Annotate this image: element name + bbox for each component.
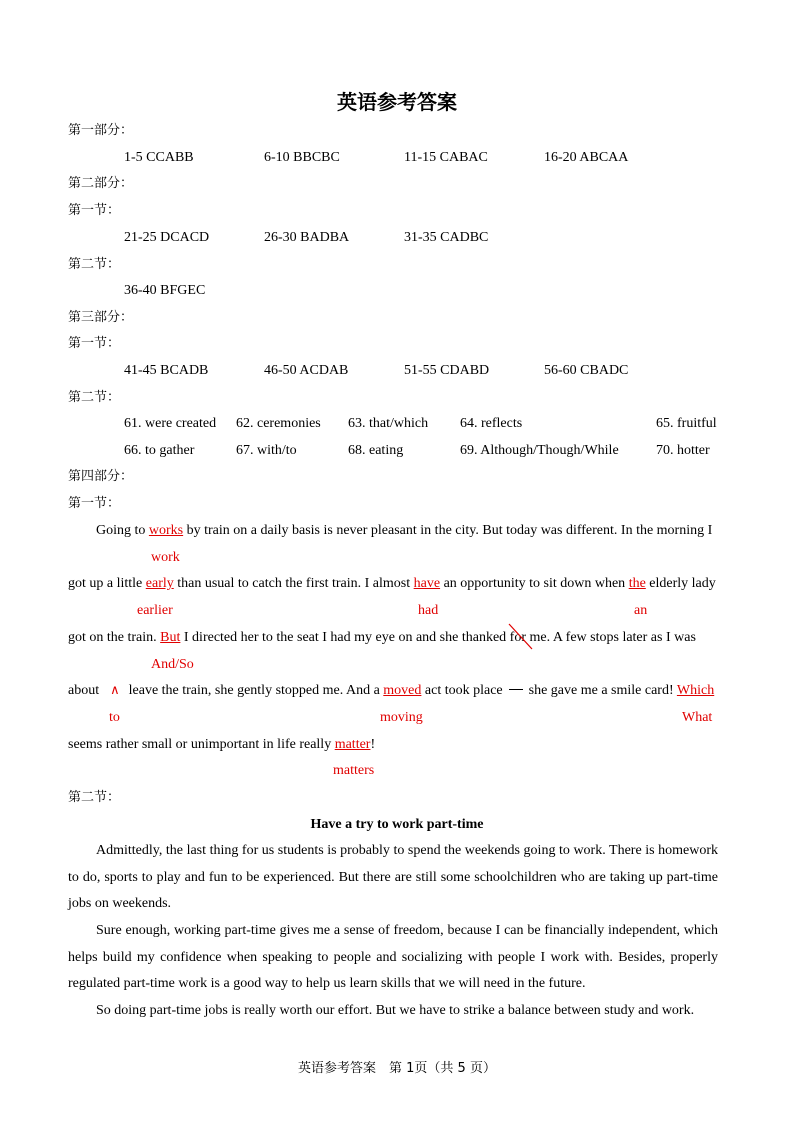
fill-answer: 69. Although/Though/While: [460, 443, 619, 458]
error-word: moved: [383, 683, 422, 698]
insert-caret-icon: ∧: [110, 683, 120, 698]
fill-answer: 66. to gather: [124, 443, 195, 458]
answer-group: 36-40 BFGEC: [124, 283, 206, 298]
answer-group: 31-35 CADBC: [404, 230, 489, 245]
fill-answer: 62. ceremonies: [236, 416, 321, 431]
correction-line-1: Going to works by train on a daily basis is never pleasant in the city. But today was different. In the morning I: [96, 523, 713, 538]
fill-answer: 61. were created: [124, 416, 217, 431]
correction: earlier: [137, 603, 173, 618]
part3-label: 第三部分：: [68, 310, 134, 325]
part4-section1-label: 第一节：: [68, 496, 121, 511]
fill-answer: 64. reflects: [460, 416, 523, 431]
answer-group: 16-20 ABCAA: [544, 150, 629, 165]
essay-paragraph: So doing part-time jobs is really worth our effort. But we have to strike a balance between study and work.: [96, 1003, 695, 1018]
error-word: have: [413, 576, 441, 591]
correction: to: [109, 710, 120, 725]
page-footer: 英语参考答案 第 1页（共 5 页）: [298, 1061, 496, 1076]
answer-group: 11-15 CABAC: [404, 150, 488, 165]
answer-group: 41-45 BCADB: [124, 363, 209, 378]
essay-title: Have a try to work part-time: [310, 817, 484, 832]
correction: matters: [333, 763, 375, 778]
part4-label: 第四部分：: [68, 469, 134, 484]
correction: What: [682, 710, 713, 725]
part3-section1-label: 第一节：: [68, 336, 121, 351]
answer-group: 21-25 DCACD: [124, 230, 210, 245]
part2-section2-label: 第二节：: [68, 257, 121, 272]
essay-paragraph: Sure enough, working part-time gives me a sense of freedom, because I can be financially independent, which helps build my confidence when speaking to people and socializing with people I work with. Besides, properly regulated part-time work is a good way to help us learn skills that we will need in the future.: [68, 923, 718, 992]
fill-answer: 63. that/which: [348, 416, 429, 431]
fill-answer: 70. hotter: [656, 443, 710, 458]
dash-mark: [509, 689, 523, 690]
error-word: works: [148, 523, 184, 538]
correction: moving: [380, 710, 423, 725]
part1-label: 第一部分：: [68, 123, 134, 138]
correction: an: [634, 603, 648, 618]
error-word: the: [628, 576, 646, 591]
correction-line-2: got up a little early than usual to catch the first train. I almost have an opportunity to sit down when the elderly lady: [68, 576, 716, 591]
error-word: But: [160, 630, 181, 645]
fill-answer: 68. eating: [348, 443, 404, 458]
answer-group: 6-10 BBCBC: [264, 150, 340, 165]
error-word: Which: [676, 683, 715, 698]
page-title: 英语参考答案: [337, 90, 457, 114]
part3-section2-label: 第二节：: [68, 390, 121, 405]
part4-section2-label: 第二节：: [68, 790, 121, 805]
error-word: matter: [334, 737, 371, 752]
correction: And/So: [151, 657, 194, 672]
fill-answer: 67. with/to: [236, 443, 297, 458]
correction: work: [151, 550, 180, 565]
answer-group: 46-50 ACDAB: [264, 363, 349, 378]
error-word: early: [145, 576, 174, 591]
correction-line-4: about ∧ leave the train, she gently stopped me. And a moved act took place she gave me a smile card! Which: [68, 683, 715, 698]
answer-group: 26-30 BADBA: [264, 230, 350, 245]
answer-group: 51-55 CDABD: [404, 363, 490, 378]
part2-section1-label: 第一节：: [68, 203, 121, 218]
delete-mark-icon: [508, 623, 534, 651]
essay-paragraph: Admittedly, the last thing for us students is probably to spend the weekends going to work. There is homework to do, sports to play and fun to be experienced. But there are still some schoolchildren who are taking up part-time jobs on weekends.: [68, 843, 718, 912]
fill-answer: 65. fruitful: [656, 416, 717, 431]
answer-group: 1-5 CCABB: [124, 150, 194, 165]
deleted-word: for: [510, 629, 526, 647]
correction-line-3: got on the train. But I directed her to the seat I had my eye on and she thanked for me. A few stops later as I was: [68, 629, 696, 647]
correction: had: [418, 603, 439, 618]
correction-line-5: seems rather small or unimportant in life really matter!: [68, 737, 376, 752]
part2-label: 第二部分：: [68, 176, 134, 191]
answer-group: 56-60 CBADC: [544, 363, 629, 378]
